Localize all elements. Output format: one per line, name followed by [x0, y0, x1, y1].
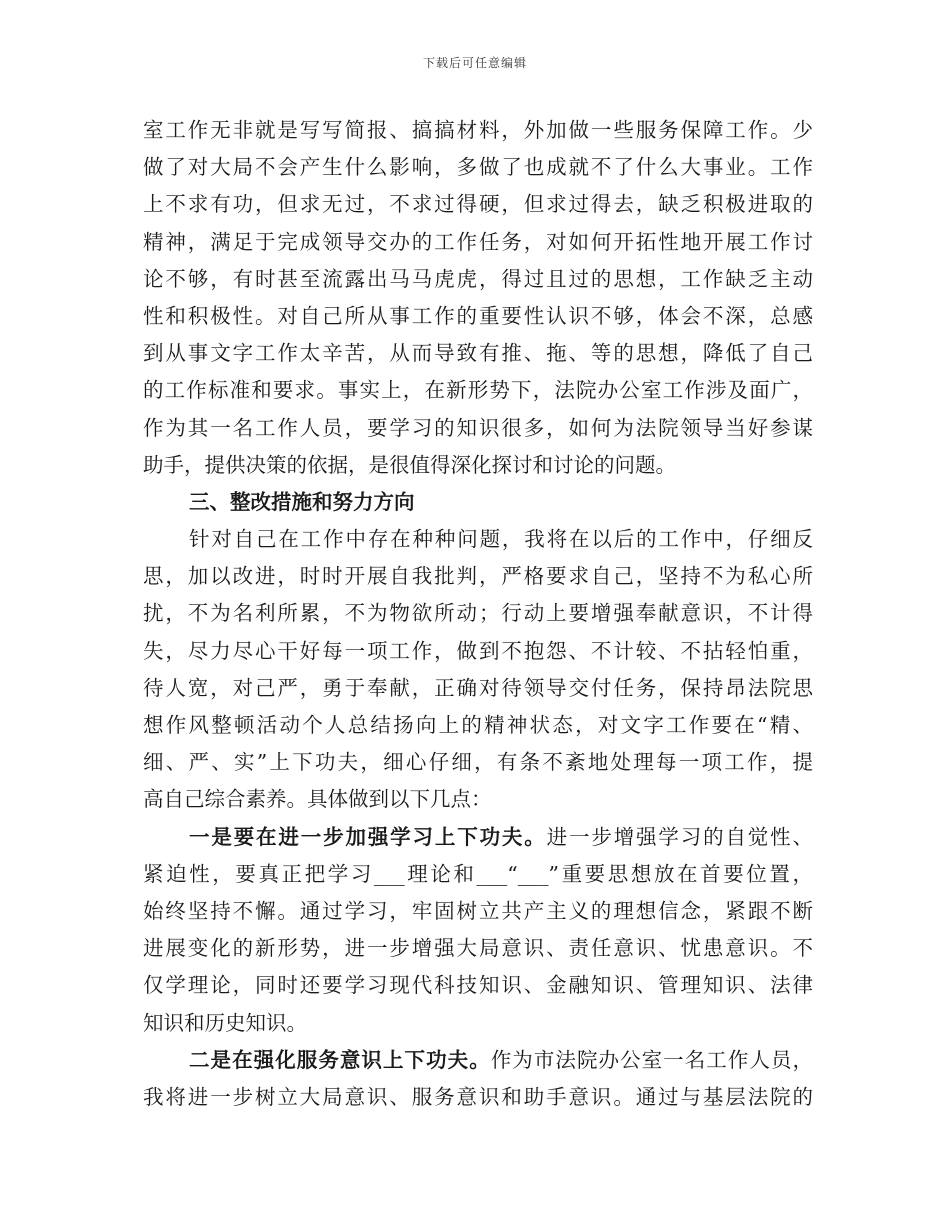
text-line: 到从事文字工作太辛苦，从而导致有推、拖、等的思想，降低了自己 [143, 341, 813, 366]
text-line: 紧迫性，要真正把学习___理论和___“___”重要思想放在首要位置， [143, 861, 813, 886]
paragraph [143, 819, 813, 1042]
paragraph [143, 1042, 813, 1116]
text-line: 仅学理论，同时还要学习现代科技知识、金融知识、管理知识、法律 [143, 973, 813, 998]
paragraph [143, 112, 813, 484]
paragraph [143, 521, 813, 819]
page-header: 下载后可任意编辑 [422, 56, 527, 70]
text-line: 扰，不为名利所累，不为物欲所动；行动上要增强奉献意识，不计得 [143, 601, 813, 626]
text-line: 做了对大局不会产生什么影响，多做了也成就不了什么大事业。工作 [143, 155, 813, 180]
text-line: 待人宽，对己严，勇于奉献，正确对待领导交付任务，保持昂法院思 [143, 675, 813, 700]
text-line: 性和积极性。对自己所从事工作的重要性认识不够，体会不深，总感 [143, 303, 813, 328]
text-line: 思，加以改进，时时开展自我批判，严格要求自己，坚持不为私心所 [143, 564, 813, 589]
point-text: 进一步增强学习的自觉性、 [546, 824, 813, 849]
text-line: 精神，满足于完成领导交办的工作任务，对如何开拓性地开展工作讨 [143, 229, 813, 254]
point-lead: 一是要在进一步加强学习上下功夫。 [189, 824, 547, 849]
text-line: 论不够，有时甚至流露出马马虎虎，得过且过的思想，工作缺乏主动 [143, 266, 813, 291]
text-line: 想作风整顿活动个人总结扬向上的精神状态，对文字工作要在“精、 [143, 713, 813, 737]
text-line: 我将进一步树立大局意识、服务意识和助手意识。通过与基层法院的 [143, 1084, 813, 1109]
section-heading: 三、整改措施和努力方向 [189, 489, 415, 514]
text-line: 作为其一名工作人员，要学习的知识很多，如何为法院领导当好参谋 [143, 415, 813, 440]
text-line: 失，尽力尽心干好每一项工作，做到不抱怨、不计较、不拈轻怕重， [143, 638, 813, 663]
text-line: 进展变化的新形势，进一步增强大局意识、责任意识、忧患意识。不 [143, 936, 813, 961]
text-line: 室工作无非就是写写简报、搞搞材料，外加做一些服务保障工作。少 [143, 118, 813, 142]
text-line: 的工作标准和要求。事实上，在新形势下，法院办公室工作涉及面广， [143, 378, 813, 403]
point-lead: 二是在强化服务意识上下功夫。 [189, 1047, 491, 1072]
document-body [143, 112, 813, 1116]
text-line: 始终坚持不懈。通过学习，牢固树立共产主义的理想信念，紧跟不断 [143, 898, 813, 923]
text-line: 助手，提供决策的依据，是很值得深化探讨和讨论的问题。 [143, 452, 676, 477]
text-line: 针对自己在工作中存在种种问题，我将在以后的工作中，仔细反 [189, 527, 813, 552]
text-line: 上不求有功，但求无过，不求过得硬，但求过得去，缺乏积极进取的 [143, 192, 813, 217]
text-line [143, 819, 813, 856]
text-line: 知识和历史知识。 [143, 1010, 307, 1035]
text-line [143, 1042, 813, 1079]
text-line: 高自己综合素养。具体做到以下几点： [143, 787, 492, 812]
text-line: 细、严、实”上下功夫，细心仔细，有条不紊地处理每一项工作，提 [143, 750, 813, 775]
point-text: 作为市法院办公室一名工作人员， [490, 1047, 813, 1072]
